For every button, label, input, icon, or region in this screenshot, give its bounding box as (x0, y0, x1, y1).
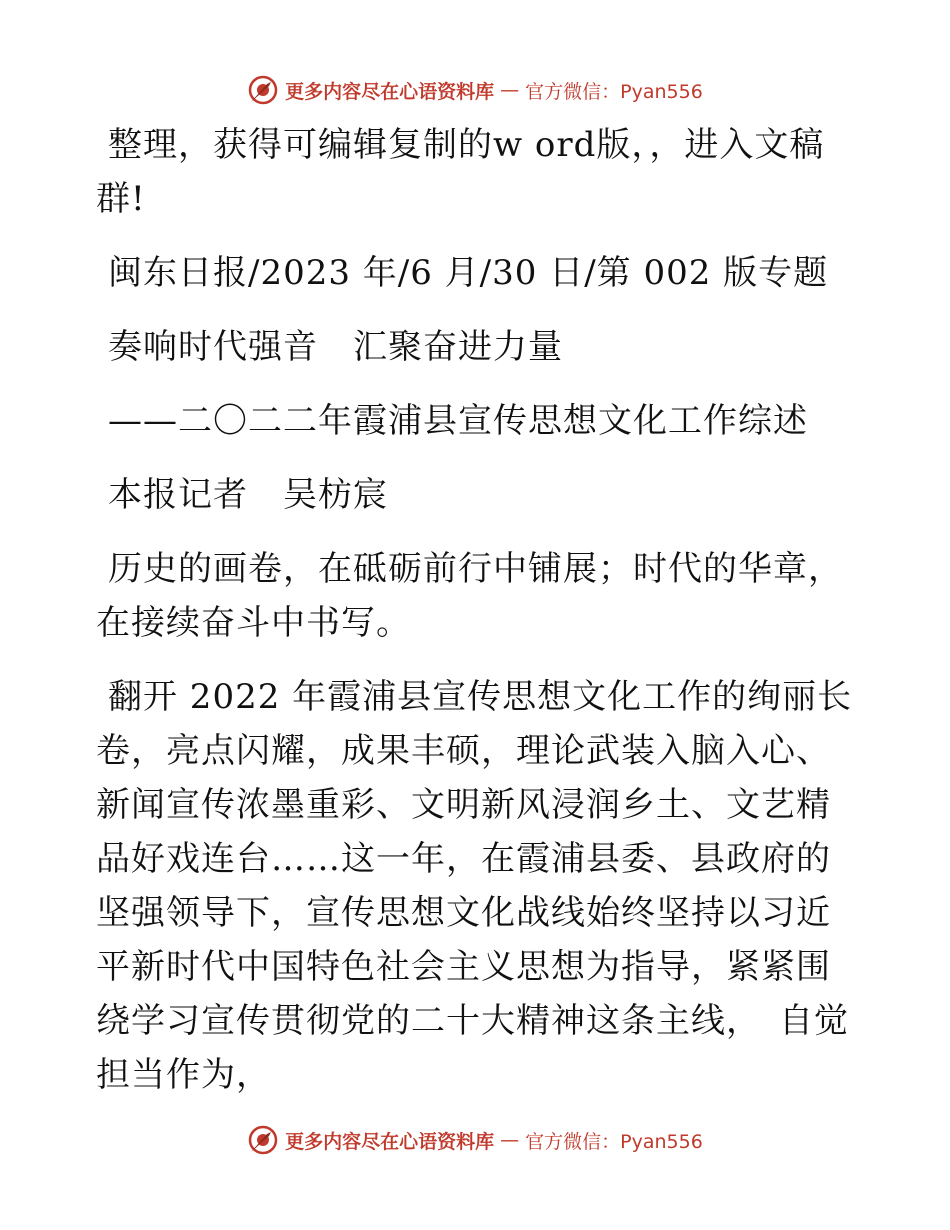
byline: 本报记者 吴枋宸 (108, 475, 388, 515)
footer-watermark (0, 1122, 950, 1158)
body-paragraph: 翻开 2022 年霞浦县宣传思想文化工作的绚丽长卷，亮点闪耀，成果丰硕，理论武装入脑入心、新闻宣传浓墨重彩、文明新风浸润乡土、文艺精品好戏连台……这一年，在霞浦县委、县政府的坚强领导下，宣传思想文化战线始终坚持以习近平新时代中国特色社会主义思想为指导，紧紧围绕学习宣传贯彻党的二十大精神这条主线， 自觉担当作为， (96, 677, 853, 1095)
intro-note: 整理，获得可编辑复制的w ord版，，进入文稿群! (96, 125, 825, 219)
header-watermark (0, 72, 950, 108)
quill-pen-circle-icon (247, 74, 279, 106)
watermark-wechat: 官方微信：Pyan556 (525, 1130, 703, 1153)
watermark-separator: — (500, 1129, 520, 1151)
article-subtitle: ——二〇二二年霞浦县宣传思想文化工作综述 (108, 401, 808, 441)
watermark-text: 更多内容尽在心语资料库 (285, 1130, 495, 1153)
quill-pen-circle-icon (247, 1124, 279, 1156)
watermark-text: 更多内容尽在心语资料库 (285, 80, 495, 103)
body-paragraph: 历史的画卷，在砥砺前行中铺展；时代的华章，在接续奋斗中书写。 (96, 549, 843, 643)
watermark-separator: — (500, 79, 520, 101)
article-title: 奏响时代强音 汇聚奋进力量 (108, 327, 563, 367)
watermark-wechat: 官方微信：Pyan556 (525, 80, 703, 103)
document-body (96, 118, 854, 1122)
source-line: 闽东日报/2023 年/6 月/30 日/第 002 版专题 (108, 253, 829, 293)
